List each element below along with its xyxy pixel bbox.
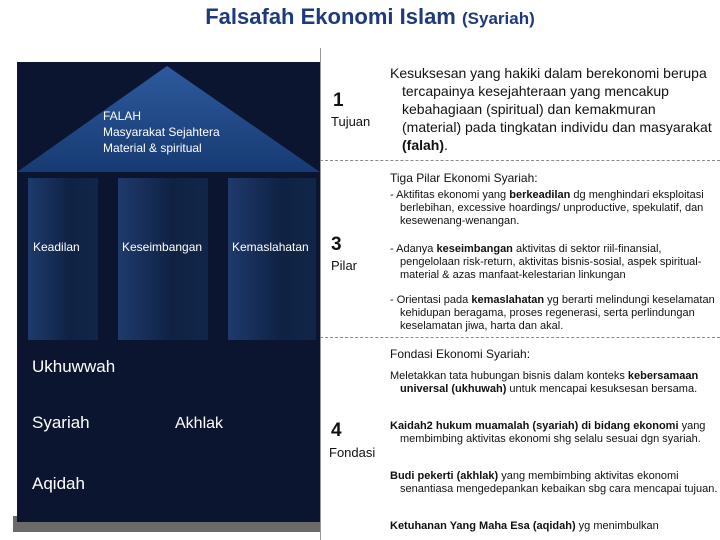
s4-item3-c: yang membimbing aktivitas ekonomi senantiasa mengedepankan kebaikan sbg cara mencapai tujuan. <box>400 470 718 495</box>
section1-number: 1 <box>333 90 344 111</box>
section1-text-a: Kesuksesan yang hakiki <box>390 65 541 81</box>
roof-line-masyarakat: Masyarakat Sejahtera <box>103 125 220 139</box>
pillar-keseimbangan <box>118 178 208 340</box>
title-sub: (Syariah) <box>462 9 535 28</box>
roof-line-falah: FALAH <box>103 109 142 123</box>
section-divider-1 <box>320 160 720 161</box>
roof-line-material: Material & spiritual <box>103 141 202 155</box>
s3-item2-c: aktivitas di sektor riil-finansial, pengelolaan risk-return, aktivitas bisnis-sosial, aspek spiritual-material & azas manfaat-kelestarian linkungan <box>400 243 702 281</box>
section4-heading: Fondasi Ekonomi Syariah: <box>390 347 531 361</box>
section3-heading: Tiga Pilar Ekonomi Syariah: <box>390 171 538 185</box>
s4-item4-b: Ketuhanan Yang Maha Esa (aqidah) <box>390 520 576 532</box>
section1-text-c: (falah) <box>402 137 444 153</box>
section3-label: Pilar <box>331 258 358 273</box>
s4-item4-c: yg menimbulkan <box>575 520 659 532</box>
page-title <box>0 4 720 30</box>
aqidah-label: Aqidah <box>32 474 85 493</box>
s4-item2-b: Kaidah2 hukum muamalah (syariah) di bidang ekonomi <box>390 420 679 432</box>
pillar-label-keadilan: Keadilan <box>33 240 80 254</box>
s3-item1-c: dg menghindari eksploitasi berlebihan, excessive hoardings/ unproductive, spekulatif, dan kesewenang-wenangan. <box>400 189 704 227</box>
pillar-kemaslahatan <box>228 178 316 340</box>
s3-item3-a: - Orientasi pada <box>390 294 472 306</box>
title-main: Falsafah Ekonomi Islam <box>205 4 456 29</box>
section1-label: Tujuan <box>331 114 371 129</box>
syariah-label: Syariah <box>32 413 90 432</box>
section3-item-3 <box>390 294 718 333</box>
s4-item2-c: yang membimbing aktivitas ekonomi shg selalu sesuai dgn syariah. <box>400 420 706 445</box>
section4-item-3 <box>390 470 718 496</box>
ukhuwwah-label: Ukhuwwah <box>32 357 116 376</box>
section1-text-b: dalam berekonomi berupa tercapainya kesejahteraan yang mencakup kebahagiaan (spiritual) dan kemakmuran (material) pada tingkatan individu dan masyarakat <box>402 65 712 135</box>
s4-item3-b: Budi pekerti (akhlak) <box>390 470 499 482</box>
s3-item2-a: - Adanya <box>390 243 437 255</box>
section1-text <box>390 64 718 154</box>
section1-text-d: . <box>444 137 448 153</box>
section4-item-4 <box>390 520 718 533</box>
section-divider-2 <box>320 337 720 338</box>
s4-item1-a: Meletakkan tata hubungan bisnis dalam konteks <box>390 370 628 382</box>
roof-text <box>103 108 220 156</box>
column-divider <box>320 48 321 540</box>
s3-item3-b: kemaslahatan <box>471 294 545 306</box>
section4-label: Fondasi <box>329 445 376 460</box>
pillar-label-kemaslahatan: Kemaslahatan <box>232 240 309 254</box>
s4-item1-c: untuk mencapai kesuksesan bersama. <box>506 383 698 395</box>
s3-item2-b: keseimbangan <box>436 243 513 255</box>
s3-item1-a: - Aktifitas ekonomi yang <box>390 189 510 201</box>
section4-item-2 <box>390 420 718 446</box>
pillar-keadilan <box>28 178 98 340</box>
akhlak-label: Akhlak <box>175 415 224 432</box>
s4-item1-b: kebersamaan universal (ukhuwah) <box>400 370 699 395</box>
pillar-label-keseimbangan: Keseimbangan <box>122 240 203 254</box>
section4-number: 4 <box>331 420 342 441</box>
section3-item-2 <box>390 243 718 282</box>
section4-item-1 <box>390 370 718 396</box>
s3-item1-b: berkeadilan <box>509 189 571 201</box>
section3-item-1 <box>390 189 718 228</box>
s3-item3-c: yg berarti melindungi keselamatan kehidupan beragama, proses regenerasi, serta perlindungan keselamatan jiwa, harta dan akal. <box>400 294 715 332</box>
section3-number: 3 <box>331 234 342 255</box>
